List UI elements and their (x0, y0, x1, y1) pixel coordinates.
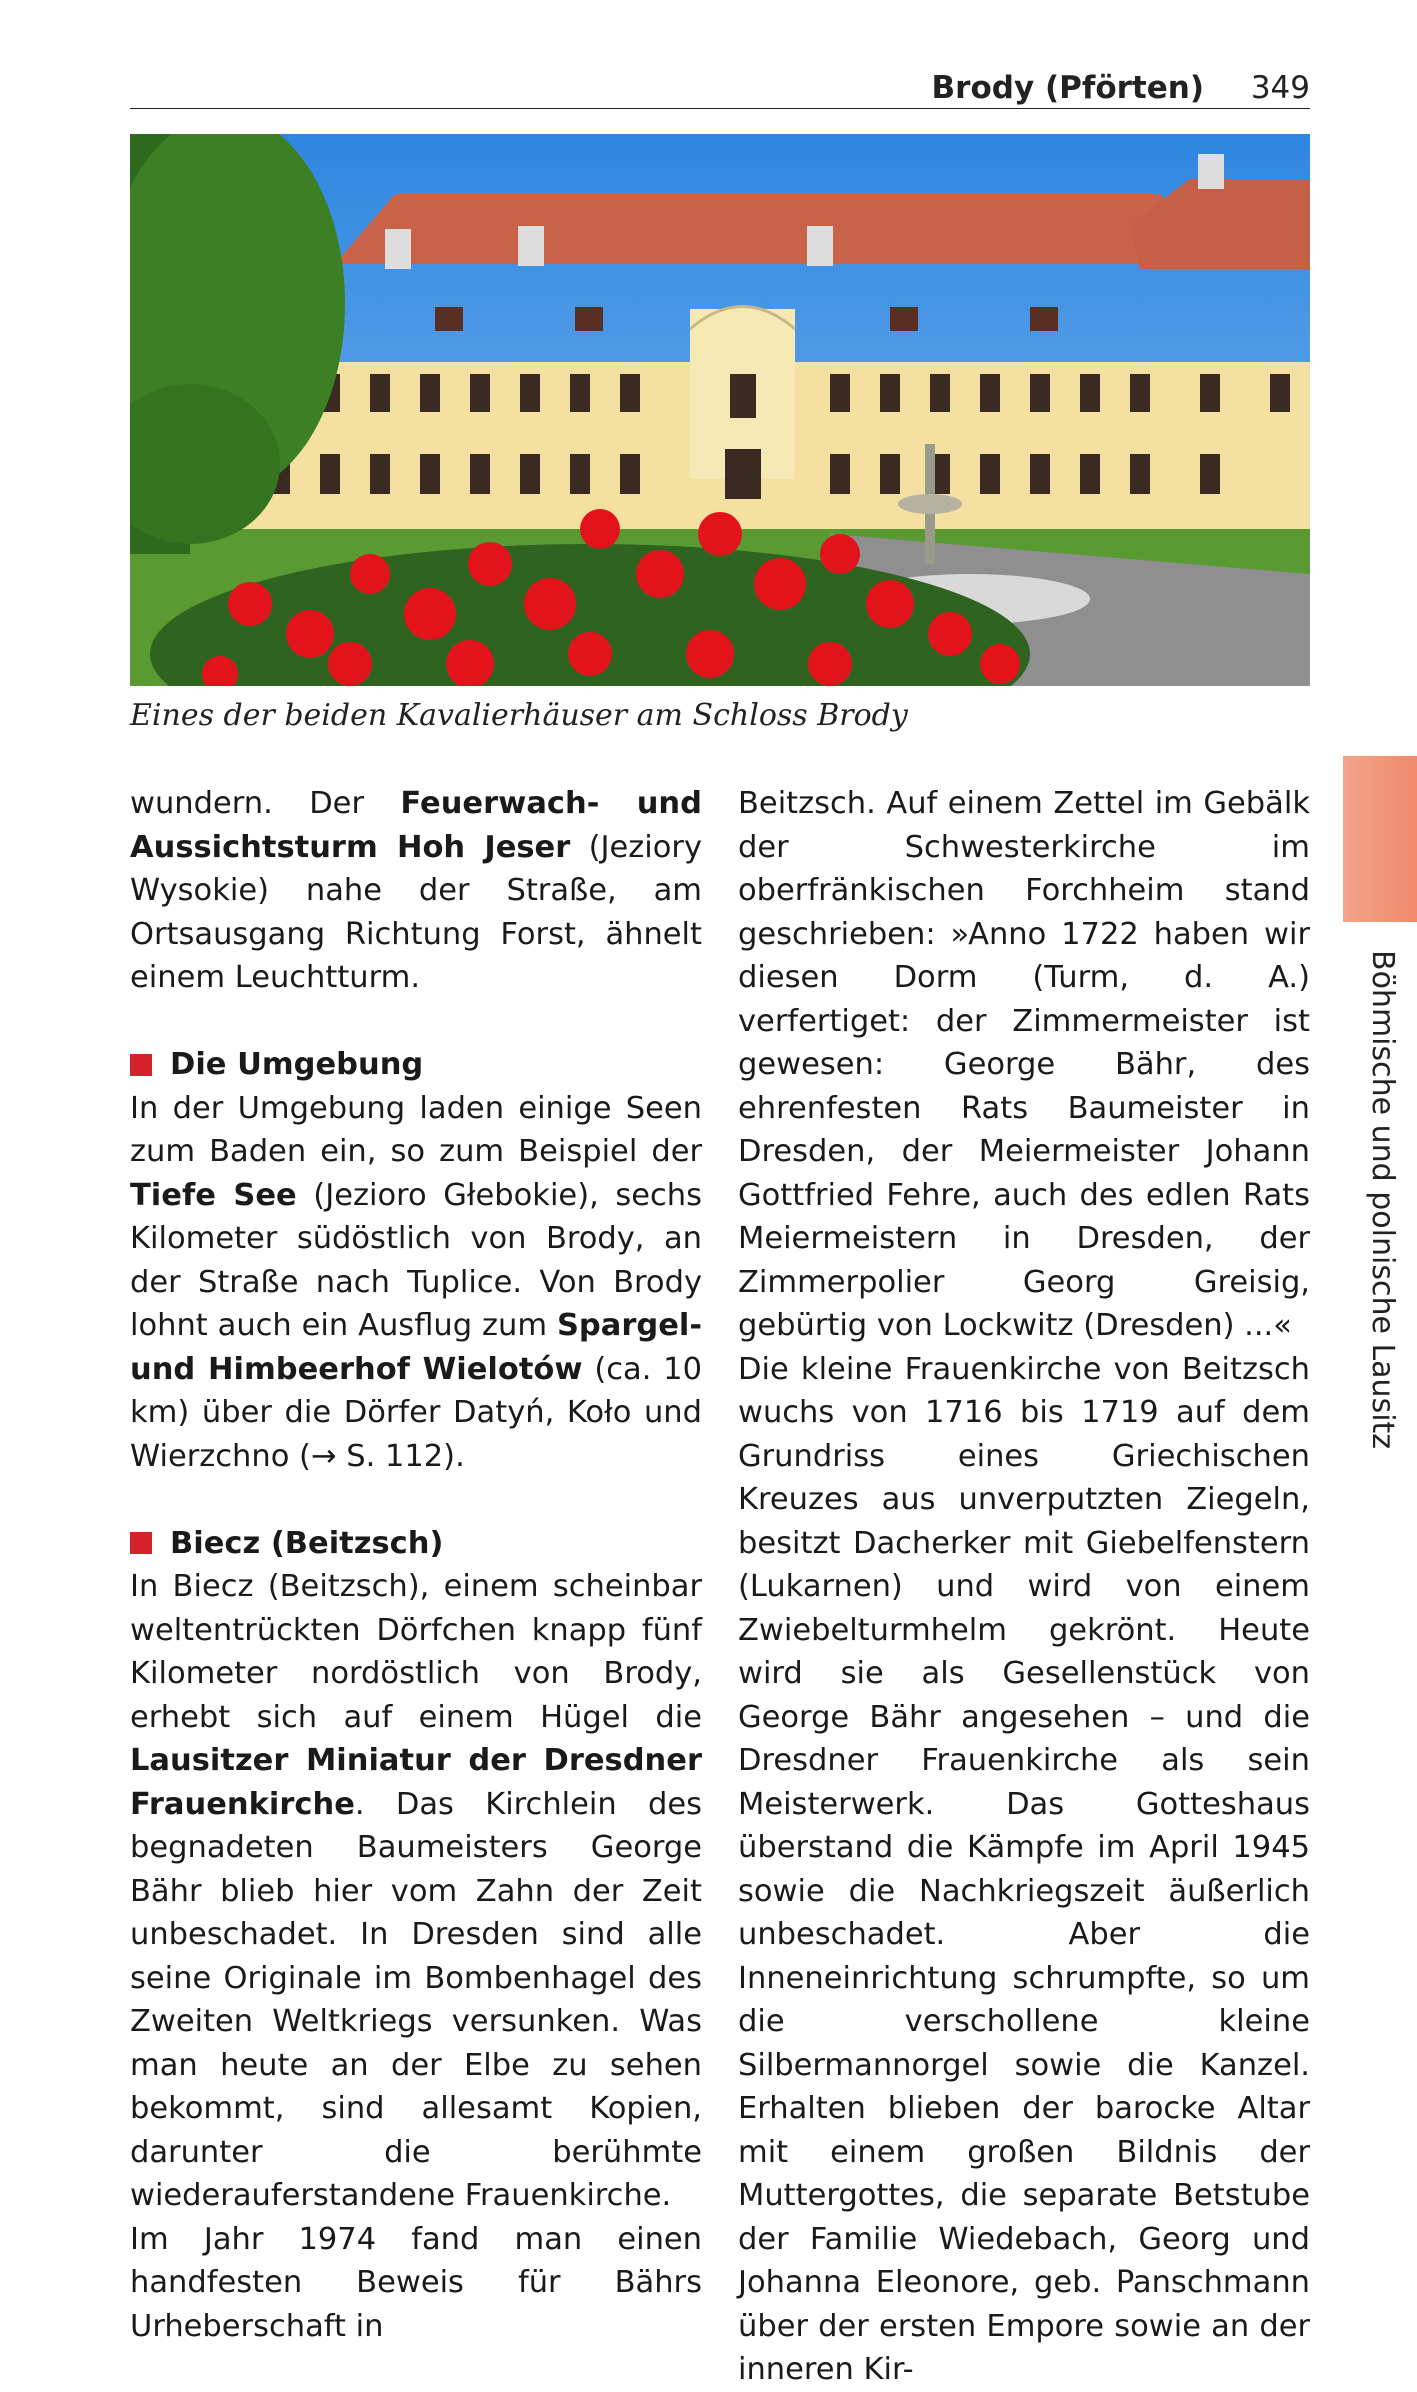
heading-marker-icon (130, 1532, 152, 1554)
section-heading-umgebung: Die Umgebung (130, 1043, 702, 1087)
photo-caption: Eines der beiden Kavalierhäuser am Schloss Brody (130, 698, 908, 733)
chapter-title: Brody (Pförten) (931, 70, 1204, 106)
umgebung-paragraph: In der Umgebung laden einige Seen zum Baden ein, so zum Beispiel der Tiefe See (Jezioro Głebokie), sechs Kilometer südöstlich von Brody, an der Straße nach Tuplice. Von Brody lohnt auch ein Ausflug zum Spargel- und Himbeerhof Wielotów (ca. 10 km) über die Dörfer Datyń, Koło und Wierzchno (→ S. 112). (130, 1090, 702, 1474)
page-number: 349 (1250, 70, 1310, 106)
biecz-paragraph: In Biecz (Beitzsch), einem scheinbar weltentrückten Dörfchen knapp fünf Kilometer nordöstlich von Brody, erhebt sich auf einem Hügel die Lausitzer Miniatur der Dresdner Frauenkirche. Das Kirchlein des begnadeten Baumeisters George Bähr blieb hier vom Zahn der Zeit unbeschadet. In Dresden sind alle seine Originale im Bombenhagel des Zweiten Weltkriegs versunken. Was man heute an der Elbe zu sehen bekommt, sind allesamt Kopien, darunter die berühmte wiederauferstandene Frauenkirche. (130, 1569, 702, 2213)
chapter-tab (1343, 756, 1417, 922)
forchheim-paragraph: Beitzsch. Auf einem Zettel im Gebälk der Schwesterkirche im oberfränkischen Forchheim stand geschrieben: »Anno 1722 haben wir diesen Dorm (Turm, d. A.) verfertiget: der Zimmermeister ist gewesen: George Bähr, des ehrenfesten Rats Baumeister in Dresden, der Meiermeister Johann Gottfried Fehre, auch des edlen Rats Meiermeistern in Dresden, der Zimmerpolier Georg Greisig, gebürtig von Lockwitz (Dresden) ...« (738, 786, 1310, 1343)
frauenkirche-paragraph: Die kleine Frauenkirche von Beitzsch wuchs von 1716 bis 1719 auf dem Grundriss eines Griechischen Kreuzes aus unverputzten Ziegeln, besitzt Dacherker mit Giebelfenstern (Lukarnen) und wird von einem Zwiebelturmhelm gekrönt. Heute wird sie als Gesellenstück von George Bähr angesehen – und die Dresdner Frauenkirche als sein Meisterwerk. Das Gotteshaus überstand die Kämpfe im April 1945 sowie die Nachkriegszeit äußerlich unbeschadet. Aber die Inneneinrichtung schrumpfte, so um die verschollene kleine Silbermannorgel sowie die Kanzel. Erhalten blieben der barocke Altar mit einem großen Bildnis der Muttergottes, die separate Betstube der Familie Wiedebach, Georg und Johanna Eleonore, geb. Panschmann über der ersten Empore sowie an der inneren Kir- (738, 1351, 1310, 2387)
intro-paragraph: wundern. Der Feuerwach- und Aussichtsturm Hoh Jeser (Jeziory Wysokie) nahe der Straße, am Ortsausgang Richtung Forst, ähnelt einem Leuchtturm. (130, 786, 702, 995)
right-column (738, 782, 1310, 2392)
left-column (130, 782, 702, 2348)
section-heading-biecz: Biecz (Beitzsch) (130, 1522, 702, 1566)
chapter-side-label: Böhmische und polnische Lausitz (1365, 950, 1400, 1450)
castle-photo (130, 134, 1310, 686)
biecz-paragraph-2: Im Jahr 1974 fand man einen handfesten Beweis für Bährs Urheberschaft in (130, 2221, 702, 2344)
heading-marker-icon (130, 1054, 152, 1076)
running-header (130, 64, 1310, 109)
